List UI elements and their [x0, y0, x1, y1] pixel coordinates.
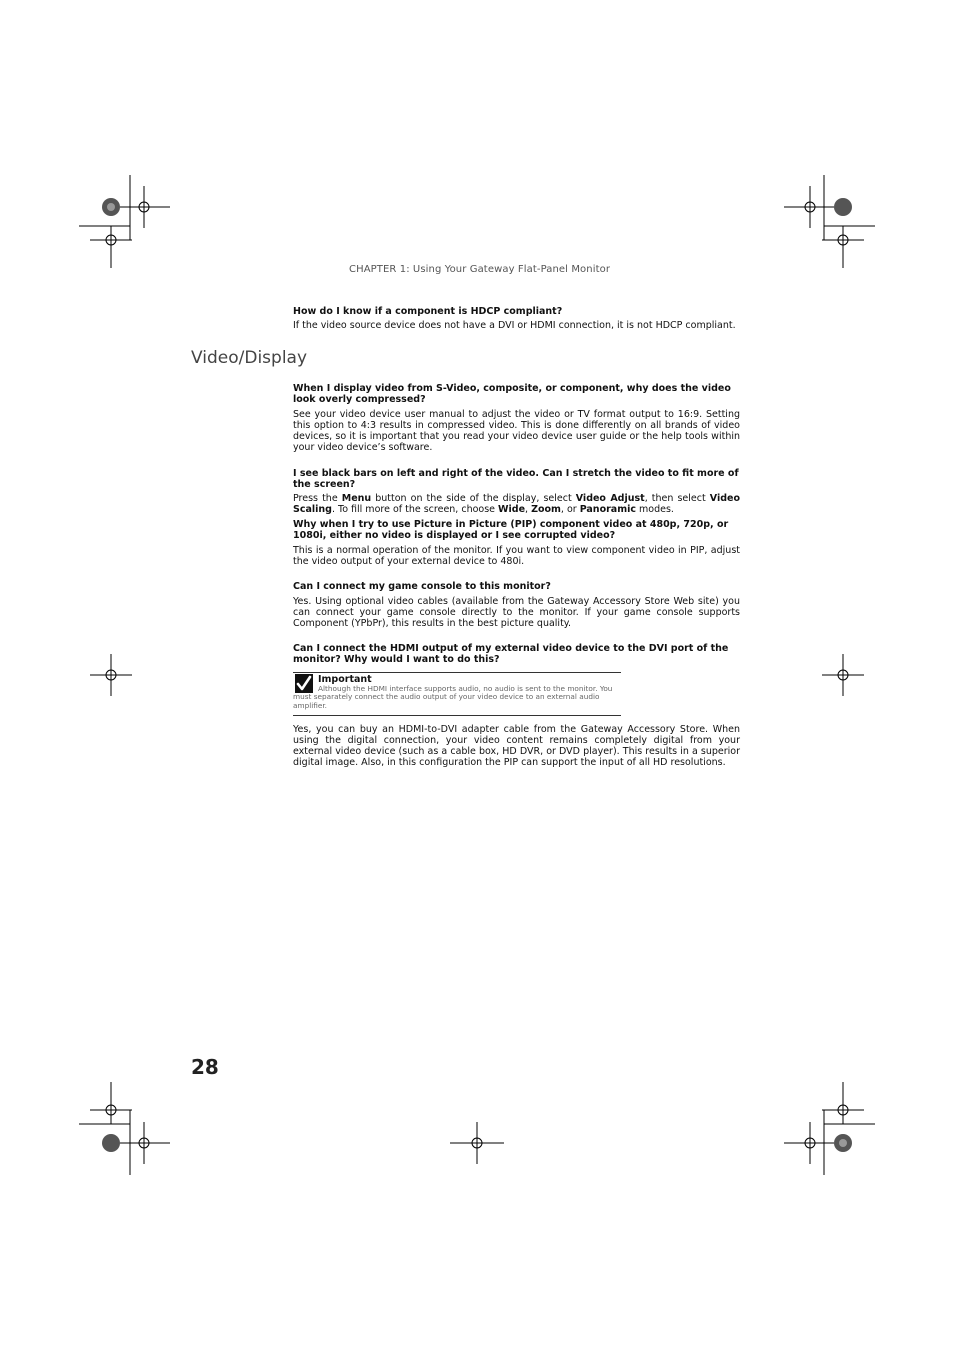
faq-question: Can I connect the HDMI output of my external video device to the DVI port of the monitor? Why would I want to do this?	[293, 643, 729, 665]
faq-item	[293, 468, 740, 515]
faq-answer: If the video source device does not have a DVI or HDMI connection, it is not HDCP compliant.	[293, 320, 736, 331]
video-adjust-term: Video Adjust	[575, 493, 645, 504]
section-title: Video/Display	[191, 348, 308, 368]
note-title: Important	[318, 674, 372, 685]
faq-answer: This is a normal operation of the monitor. If you want to view component video in PIP, adjust the video output of your external device to 480i.	[293, 545, 740, 567]
faq-question: I see black bars on left and right of the video. Can I stretch the video to fit more of the screen?	[293, 468, 739, 490]
faq-answer: See your video device user manual to adjust the video or TV format output to 16:9. Setting this option to 4:3 results in compressed video. This is done differently on all brands of video devices, so it is important that you read your video device user guide or the help tools within your video device’s software.	[293, 409, 740, 453]
panoramic-term: Panoramic	[579, 504, 636, 515]
faq-item	[293, 519, 740, 567]
faq-question: Why when I try to use Picture in Picture (PIP) component video at 480p, 720p, or 1080i, either no video is displayed or I see corrupted video?	[293, 519, 729, 541]
note-text: Although the HDMI interface supports audio, no audio is sent to the monitor. You must separately connect the audio output of your video device to an external audio amplifier.	[293, 684, 613, 710]
faq-item	[293, 581, 740, 629]
note-top-rule	[293, 672, 621, 673]
page-number: 28	[191, 1055, 219, 1079]
hdcp-faq	[293, 306, 740, 331]
note-bottom-rule	[293, 715, 621, 716]
faq-question: When I display video from S-Video, composite, or component, why does the video look overly compressed?	[293, 383, 731, 405]
faq-question: Can I connect my game console to this monitor?	[293, 581, 551, 592]
faq-item	[293, 383, 740, 453]
wide-term: Wide	[498, 504, 526, 515]
video-scaling-term: Video Scaling	[293, 493, 740, 515]
faq-answer: Yes. Using optional video cables (available from the Gateway Accessory Store Web site) you can connect your game console directly to the monitor. If your game console supports Component (YPbPr), this results in the best picture quality.	[293, 596, 740, 629]
faq-answer: Yes, you can buy an HDMI-to-DVI adapter cable from the Gateway Accessory Store. When using the digital connection, your video content remains completely digital from your external video device (such as a cable box, HD DVR, or DVD player). This results in a superior digital image. Also, in this configuration the PIP can support the input of all HD resolutions.	[293, 724, 740, 768]
chapter-header: CHAPTER 1: Using Your Gateway Flat-Panel Monitor	[349, 264, 611, 275]
faq-question: How do I know if a component is HDCP compliant?	[293, 306, 563, 317]
menu-term: Menu	[341, 493, 372, 504]
faq-answer-block	[293, 724, 740, 768]
faq-answer: Press the Menu button on the side of the display, select Video Adjust, then select Video Scaling. To fill more of the screen, choose Wide, Zoom, or Panoramic modes.	[293, 493, 740, 515]
zoom-term: Zoom	[531, 504, 561, 515]
faq-item	[293, 643, 740, 665]
